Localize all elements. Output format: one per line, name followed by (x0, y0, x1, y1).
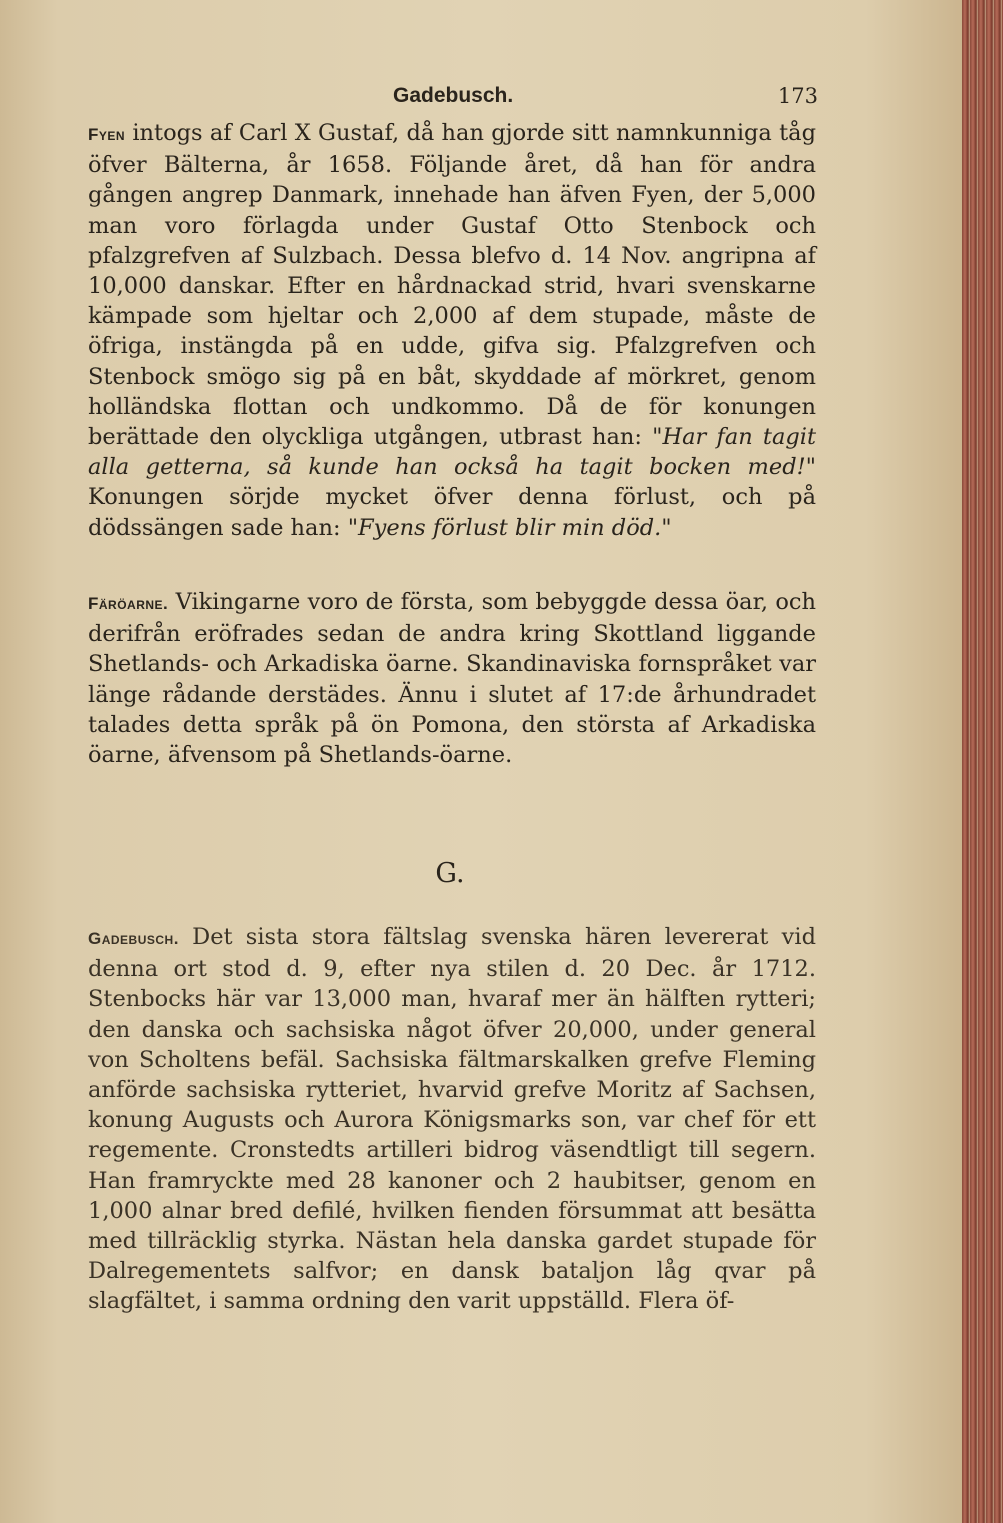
section-letter: G. (435, 858, 465, 889)
page-header (88, 84, 818, 114)
entry-faroarne (88, 587, 816, 770)
entry-faroarne-text: Vikingarne voro de första, som bebyggde dessa öar, och derifrån eröfrades sedan de andra kring Skottland liggande Shetlands- och Arkadiska öarne. Skandinaviska fornspråket var länge rådande derstädes. Ännu i slutet af 17:de århundradet talades detta språk på ön Pomona, den största af Arkadiska öarne, äfvensom på Shetlands-öarne. (88, 589, 816, 769)
entry-head-gadebusch: Gadebusch. (88, 929, 179, 948)
entry-fyen (88, 118, 816, 543)
entry-gadebusch (88, 922, 816, 1317)
entry-gadebusch-text: Det sista stora fältslag svenska hären levererat vid denna ort stod d. 9, efter nya stilen d. 20 Dec. år 1712. Stenbocks här var 13,000 man, hvaraf mer än hälften rytteri; den danska och sachsiska något öfver 20,000, under general von Scholtens befäl. Sachsiska fältmarskalken grefve Fleming anförde sachsiska rytteriet, hvarvid grefve Moritz af Sachsen, konung Augusts och Aurora Königsmarks son, var chef för ett regemente. Cronstedts artilleri bidrog väsendtligt till segern. Han framryckte med 28 kanoner och 2 haubitser, genom en 1,000 alnar bred defilé, hvilken fienden försummat att besätta med tillräcklig styrka. Nästan hela danska gardet stupade för Dalregementets salfvor; en dansk bataljon låg qvar på slagfältet, i samma ordning den varit uppställd. Flera öf- (88, 924, 816, 1315)
entry-head-faroarne: Färöarne. (88, 594, 169, 613)
entry-fyen-text-2: Konungen sörjde mycket öfver denna förlust, och på dödssängen sade han: (88, 484, 816, 541)
running-head: Gadebusch. (393, 84, 514, 107)
page-number: 173 (777, 84, 818, 108)
book-page-edges (962, 0, 1003, 1523)
entry-head-fyen: Fyen (88, 125, 126, 144)
entry-fyen-text-1: intogs af Carl X Gustaf, då han gjorde sitt namnkunniga tåg öfver Bälterna, år 1658. Följande året, då han för andra gången angrep Danmark, innehade han äfven Fyen, der 5,000 man voro förlagda under Gustaf Otto Stenbock och pfalzgrefven af Sulzbach. Dessa blefvo d. 14 Nov. angripna af 10,000 danskar. Efter en hårdnackad strid, hvari svenskarne kämpade som hjeltar och 2,000 af dem stupade, måste de öfriga, instängda på en udde, gifva sig. Pfalzgrefven och Stenbock smögo sig på en båt, skyddade af mörkret, genom holländska flottan och undkommo. Då de för konungen berättade den olyckliga utgången, utbrast han: (88, 120, 816, 451)
entry-fyen-quote-1: "Har fan tagit alla getterna, så kunde han också ha tagit bocken med!" (88, 424, 817, 481)
entry-fyen-quote-2: "Fyens förlust blir min död." (347, 514, 672, 541)
